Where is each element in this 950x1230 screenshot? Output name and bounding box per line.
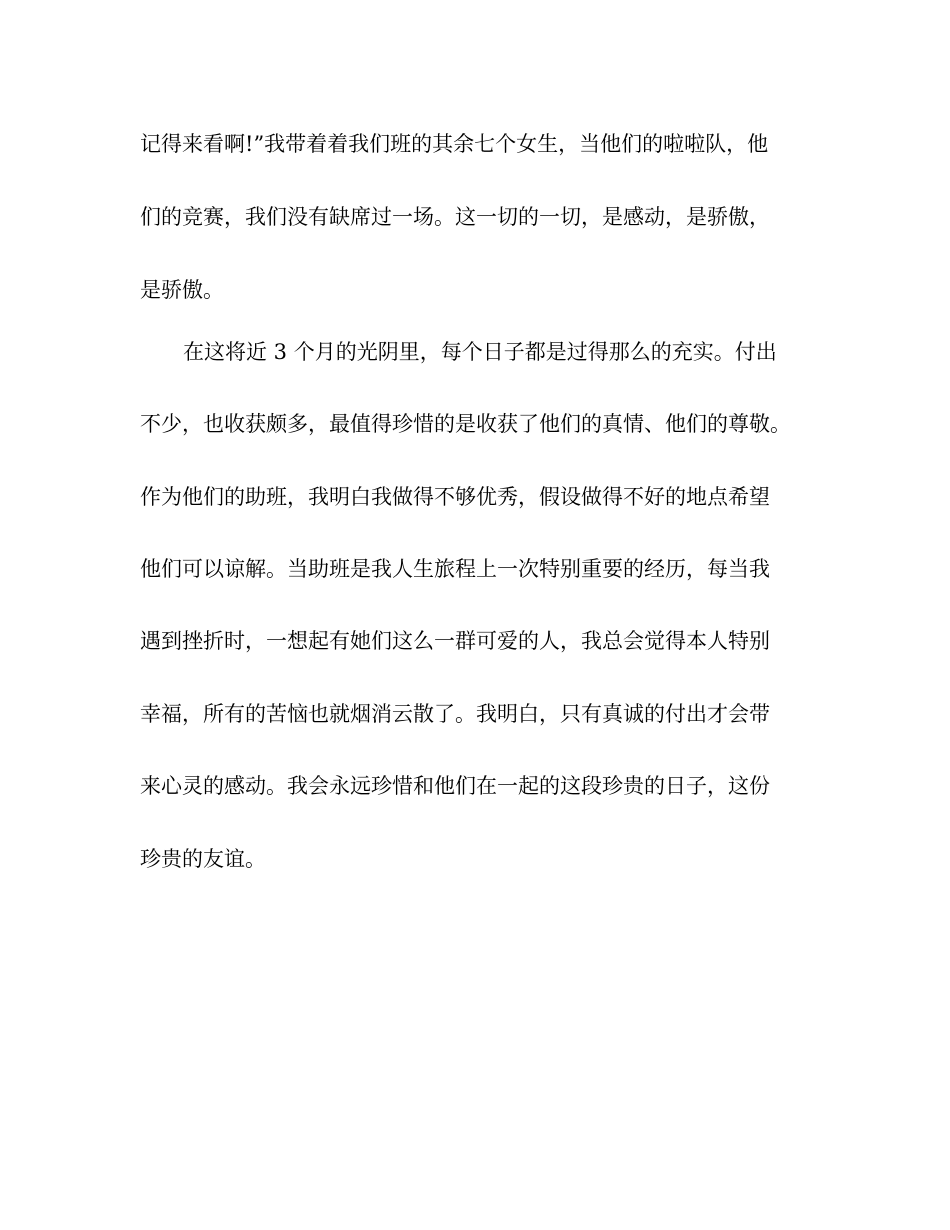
text-line: 是骄傲。 [140, 278, 224, 302]
text-line: 珍贵的友谊。 [140, 847, 266, 871]
text-line: 记得来看啊!”我带着着我们班的其余七个女生，当他们的啦啦队，他 [140, 132, 769, 156]
text-line: 作为他们的助班，我明白我做得不够优秀，假设做得不好的地点希望 [140, 485, 770, 509]
text-line: 幸福，所有的苦恼也就烟消云散了。我明白，只有真诚的付出才会带 [140, 702, 770, 726]
text-line: 他们可以谅解。当助班是我人生旅程上一次特别重要的经历，每当我 [140, 557, 770, 581]
text-line: 遇到挫折时，一想起有她们这么一群可爱的人，我总会觉得本人特别 [140, 629, 770, 653]
text-line: 们的竞赛，我们没有缺席过一场。这一切的一切，是感动，是骄傲， [140, 205, 770, 229]
text-line: 不少，也收获颇多，最值得珍惜的是收获了他们的真情、他们的尊敬。 [140, 412, 791, 436]
text-line: 来心灵的感动。我会永远珍惜和他们在一起的这段珍贵的日子，这份 [140, 774, 770, 798]
text-line: 在这将近 3 个月的光阴里，每个日子都是过得那么的充实。付出 [183, 340, 777, 364]
